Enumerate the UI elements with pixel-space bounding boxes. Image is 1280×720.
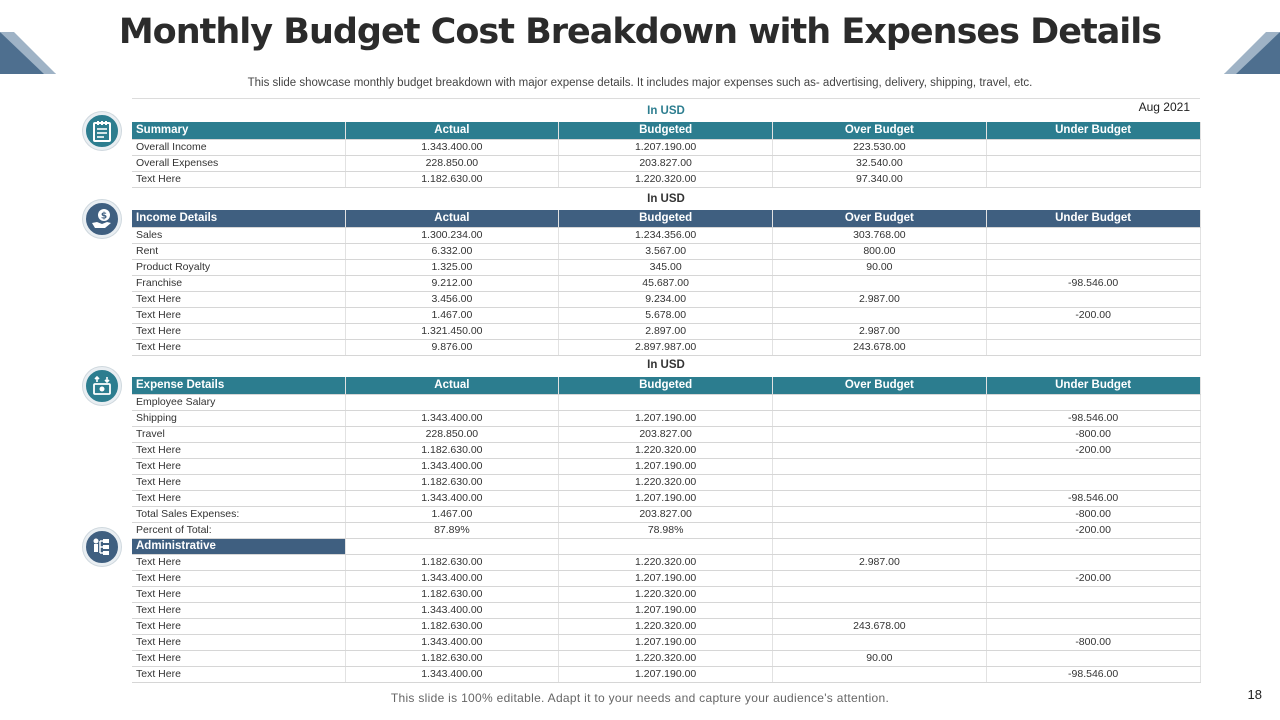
row-label: Text Here	[132, 602, 345, 618]
cell-value	[773, 634, 987, 650]
cell-value	[986, 259, 1200, 275]
cell-value: 1.343.400.00	[345, 602, 559, 618]
cell-value	[773, 570, 987, 586]
column-header: Over Budget	[773, 122, 987, 139]
cell-value: 1.343.400.00	[345, 139, 559, 155]
cell-value: 1.343.400.00	[345, 666, 559, 682]
row-label: Franchise	[132, 275, 345, 291]
cell-value	[986, 650, 1200, 666]
cell-value: 1.467.00	[345, 307, 559, 323]
row-label: Text Here	[132, 490, 345, 506]
cell-value: -200.00	[986, 307, 1200, 323]
cell-value: 90.00	[773, 650, 987, 666]
row-label: Text Here	[132, 339, 345, 355]
cell-value: -98.546.00	[986, 410, 1200, 426]
cell-value: 1.300.234.00	[345, 227, 559, 243]
column-header: Budgeted	[559, 122, 773, 139]
cell-value	[986, 291, 1200, 307]
column-header: Under Budget	[986, 210, 1200, 227]
cell-value: 1.220.320.00	[559, 442, 773, 458]
footer-note: This slide is 100% editable. Adapt it to your needs and capture your audience's attention.	[390, 691, 890, 705]
summary-table	[132, 122, 1201, 188]
cell-value: 2.987.00	[773, 291, 987, 307]
cell-value: 1.207.190.00	[559, 458, 773, 474]
cell-value: 1.207.190.00	[559, 602, 773, 618]
cell-value: 1.207.190.00	[559, 410, 773, 426]
divider	[132, 98, 1200, 99]
cell-value	[773, 506, 987, 522]
table-row	[132, 602, 1200, 618]
table-row	[132, 155, 1200, 171]
column-header: Budgeted	[559, 210, 773, 227]
table-row	[132, 227, 1200, 243]
cell-value	[773, 442, 987, 458]
cell-value: 1.220.320.00	[559, 586, 773, 602]
column-header: Actual	[345, 122, 559, 139]
cell-value: 1.207.190.00	[559, 139, 773, 155]
cell-value: 9.234.00	[559, 291, 773, 307]
cell-value	[986, 394, 1200, 410]
row-label: Text Here	[132, 586, 345, 602]
page-subtitle: This slide showcase monthly budget breakdown with major expense details. It includes major expenses such as- advertising, delivery, shipping, travel, etc.	[247, 77, 1033, 89]
cell-value	[773, 490, 987, 506]
cell-value	[773, 410, 987, 426]
cell-value: -800.00	[986, 426, 1200, 442]
cell-value: 3.567.00	[559, 243, 773, 259]
table-row	[132, 570, 1200, 586]
table-row	[132, 243, 1200, 259]
row-label: Text Here	[132, 323, 345, 339]
cell-value: 800.00	[773, 243, 987, 259]
cell-value: 1.343.400.00	[345, 490, 559, 506]
row-label: Percent of Total:	[132, 522, 345, 538]
table-header-row	[132, 122, 1200, 139]
row-label: Text Here	[132, 570, 345, 586]
summary-currency-caption: In USD	[647, 105, 685, 117]
cell-value	[986, 586, 1200, 602]
cell-value: 1.182.630.00	[345, 474, 559, 490]
table-row	[132, 394, 1200, 410]
cell-value: 1.343.400.00	[345, 634, 559, 650]
cell-value	[986, 458, 1200, 474]
income-currency-caption: In USD	[647, 193, 685, 205]
cell-value: 1.220.320.00	[559, 618, 773, 634]
row-label: Rent	[132, 243, 345, 259]
cell-value: 2.897.00	[559, 323, 773, 339]
table-row	[132, 410, 1200, 426]
row-label: Text Here	[132, 618, 345, 634]
table-header-row	[132, 377, 1200, 394]
column-header: Over Budget	[773, 377, 987, 394]
table-row	[132, 554, 1200, 570]
cell-value	[773, 522, 987, 538]
cell-value	[986, 474, 1200, 490]
column-header: Income Details	[132, 210, 345, 227]
row-label: Shipping	[132, 410, 345, 426]
svg-text:$: $	[100, 211, 108, 222]
cell-value: 97.340.00	[773, 171, 987, 187]
table-row	[132, 426, 1200, 442]
table-header-row	[132, 210, 1200, 227]
cell-value: 1.321.450.00	[345, 323, 559, 339]
column-header: Under Budget	[986, 122, 1200, 139]
cell-value: 1.182.630.00	[345, 650, 559, 666]
cell-value: 228.850.00	[345, 155, 559, 171]
cell-value	[773, 458, 987, 474]
cell-value: 1.182.630.00	[345, 442, 559, 458]
table-row	[132, 259, 1200, 275]
row-label: Product Royalty	[132, 259, 345, 275]
cell-value: -200.00	[986, 570, 1200, 586]
column-header: Over Budget	[773, 210, 987, 227]
cell-value: 1.182.630.00	[345, 171, 559, 187]
money-hand-icon	[83, 200, 121, 238]
page-title: Monthly Budget Cost Breakdown with Expenses Details	[118, 12, 1162, 52]
cell-value: 2.987.00	[773, 323, 987, 339]
table-row	[132, 139, 1200, 155]
cell-value	[345, 394, 559, 410]
cell-value: 1.220.320.00	[559, 171, 773, 187]
expense-currency-caption: In USD	[647, 359, 685, 371]
table-row	[132, 458, 1200, 474]
table-row	[132, 291, 1200, 307]
cell-value: 303.768.00	[773, 227, 987, 243]
cell-value	[773, 275, 987, 291]
table-row	[132, 442, 1200, 458]
column-header: Actual	[345, 377, 559, 394]
row-label: Text Here	[132, 291, 345, 307]
org-structure-icon	[83, 528, 121, 566]
cell-value: 203.827.00	[559, 506, 773, 522]
row-label: Text Here	[132, 458, 345, 474]
cell-value: 1.343.400.00	[345, 570, 559, 586]
cell-value: 1.220.320.00	[559, 650, 773, 666]
notepad-icon	[83, 112, 121, 150]
row-label: Sales	[132, 227, 345, 243]
table-row	[132, 171, 1200, 187]
cell-value: 223.530.00	[773, 139, 987, 155]
cell-value: -800.00	[986, 506, 1200, 522]
cell-value: 243.678.00	[773, 339, 987, 355]
cell-value	[773, 474, 987, 490]
cell-value: 32.540.00	[773, 155, 987, 171]
cell-value: 6.332.00	[345, 243, 559, 259]
cell-value: 1.207.190.00	[559, 666, 773, 682]
column-header: Summary	[132, 122, 345, 139]
cell-value: 87.89%	[345, 522, 559, 538]
cell-value: -200.00	[986, 442, 1200, 458]
page-number: 18	[1247, 687, 1262, 702]
cell-value	[986, 618, 1200, 634]
cell-value	[986, 139, 1200, 155]
table-row	[132, 506, 1200, 522]
column-header: Budgeted	[559, 377, 773, 394]
row-label: Employee Salary	[132, 394, 345, 410]
cell-value	[773, 394, 987, 410]
cell-value	[986, 602, 1200, 618]
row-label: Text Here	[132, 171, 345, 187]
cell-value	[986, 227, 1200, 243]
cell-value	[986, 323, 1200, 339]
cell-value: -800.00	[986, 634, 1200, 650]
table-row	[132, 618, 1200, 634]
row-label: Text Here	[132, 442, 345, 458]
report-date: Aug 2021	[1138, 100, 1190, 114]
table-row	[132, 490, 1200, 506]
cell-value: -98.546.00	[986, 490, 1200, 506]
cell-value: 228.850.00	[345, 426, 559, 442]
cell-value	[773, 426, 987, 442]
cell-value	[986, 243, 1200, 259]
cell-value: 5.678.00	[559, 307, 773, 323]
table-row	[132, 634, 1200, 650]
row-label: Overall Income	[132, 139, 345, 155]
column-header: Under Budget	[986, 377, 1200, 394]
cell-value: 203.827.00	[559, 155, 773, 171]
cell-value: 2.897.987.00	[559, 339, 773, 355]
row-label: Travel	[132, 426, 345, 442]
cell-value: 243.678.00	[773, 618, 987, 634]
administrative-label: Administrative	[132, 538, 345, 554]
cell-value: 9.212.00	[345, 275, 559, 291]
row-label: Text Here	[132, 307, 345, 323]
table-row	[132, 522, 1200, 538]
row-label: Total Sales Expenses:	[132, 506, 345, 522]
administrative-header-row	[132, 538, 1200, 554]
row-label: Text Here	[132, 554, 345, 570]
expense-details-table	[132, 377, 1201, 683]
cell-value	[773, 307, 987, 323]
cell-value: 90.00	[773, 259, 987, 275]
cell-value	[986, 554, 1200, 570]
cell-value: 78.98%	[559, 522, 773, 538]
cell-value: 203.827.00	[559, 426, 773, 442]
cell-value: 1.207.190.00	[559, 634, 773, 650]
row-label: Text Here	[132, 474, 345, 490]
column-header: Actual	[345, 210, 559, 227]
cell-value: 2.987.00	[773, 554, 987, 570]
cash-flow-icon	[83, 367, 121, 405]
cell-value	[559, 394, 773, 410]
cell-value	[773, 602, 987, 618]
cell-value: 9.876.00	[345, 339, 559, 355]
cell-value: 1.325.00	[345, 259, 559, 275]
table-row	[132, 307, 1200, 323]
table-row	[132, 666, 1200, 682]
row-label: Overall Expenses	[132, 155, 345, 171]
column-header: Expense Details	[132, 377, 345, 394]
cell-value: 1.234.356.00	[559, 227, 773, 243]
cell-value: -98.546.00	[986, 666, 1200, 682]
cell-value: 1.220.320.00	[559, 474, 773, 490]
table-row	[132, 339, 1200, 355]
income-details-table	[132, 210, 1201, 356]
cell-value: 1.207.190.00	[559, 490, 773, 506]
cell-value: -98.546.00	[986, 275, 1200, 291]
cell-value: 3.456.00	[345, 291, 559, 307]
cell-value: 1.343.400.00	[345, 458, 559, 474]
cell-value: 1.220.320.00	[559, 554, 773, 570]
row-label: Text Here	[132, 650, 345, 666]
cell-value	[773, 666, 987, 682]
table-row	[132, 650, 1200, 666]
table-row	[132, 323, 1200, 339]
cell-value	[773, 586, 987, 602]
cell-value	[986, 155, 1200, 171]
table-row	[132, 474, 1200, 490]
cell-value: 1.182.630.00	[345, 586, 559, 602]
table-row	[132, 586, 1200, 602]
cell-value: 1.182.630.00	[345, 554, 559, 570]
cell-value: 345.00	[559, 259, 773, 275]
cell-value: 1.467.00	[345, 506, 559, 522]
cell-value	[986, 339, 1200, 355]
cell-value: 1.343.400.00	[345, 410, 559, 426]
cell-value: 1.182.630.00	[345, 618, 559, 634]
cell-value: 1.207.190.00	[559, 570, 773, 586]
cell-value: 45.687.00	[559, 275, 773, 291]
cell-value: -200.00	[986, 522, 1200, 538]
row-label: Text Here	[132, 666, 345, 682]
table-row	[132, 275, 1200, 291]
cell-value	[986, 171, 1200, 187]
row-label: Text Here	[132, 634, 345, 650]
